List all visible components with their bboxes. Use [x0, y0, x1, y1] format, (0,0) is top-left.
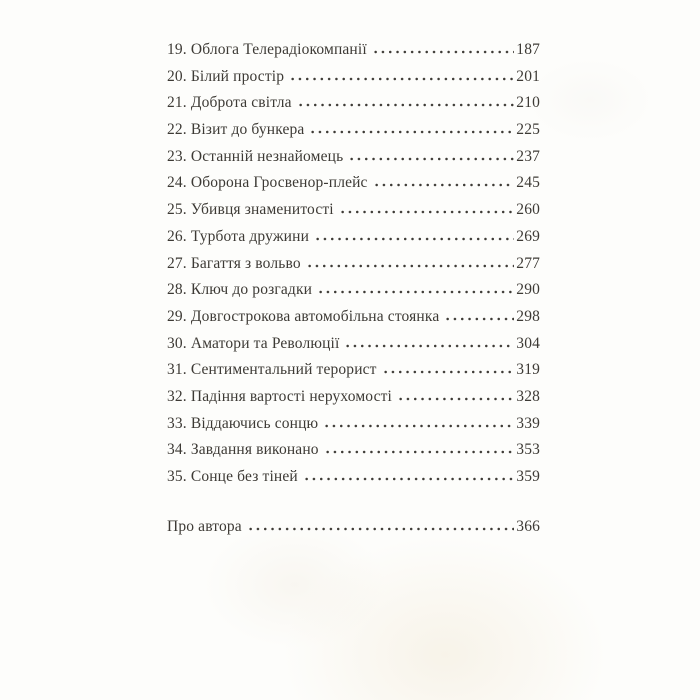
toc-dot-leader — [302, 477, 514, 481]
toc-dot-leader — [246, 527, 514, 531]
toc-entry-label: 26. Турбота дружини — [167, 227, 310, 245]
toc-dot-leader — [305, 264, 515, 268]
toc-entry-label: 22. Візит до бункера — [167, 121, 305, 139]
toc-entry-page: 277 — [516, 254, 540, 272]
toc-entry-page: 353 — [516, 441, 540, 459]
toc-dot-leader — [372, 183, 515, 187]
toc-entry-label: 32. Падіння вартості нерухомості — [167, 387, 392, 405]
toc-dot-leader — [288, 77, 514, 81]
toc-entry-label: 23. Останній незнайомець — [167, 147, 344, 165]
toc-entry-page: 328 — [516, 387, 540, 405]
toc-entry-label: 34. Завдання виконано — [167, 441, 319, 459]
toc-entry-label: 19. Облога Телерадіокомпанії — [167, 41, 367, 58]
toc-entry-page: 304 — [516, 334, 540, 352]
toc-entry — [167, 277, 540, 304]
toc-entry-page: 237 — [516, 147, 540, 165]
toc-dot-leader — [381, 370, 515, 374]
toc-footer-title: Про автора — [167, 517, 242, 535]
toc-entry-page: 245 — [516, 174, 540, 192]
toc-entry — [167, 64, 540, 91]
toc-entry-label: 20. Білий простір — [167, 67, 285, 85]
toc-entry-label: 29. Довгострокова автомобільна стоянка — [167, 307, 440, 325]
toc-dot-leader — [371, 50, 515, 54]
toc-footer-row — [167, 514, 540, 541]
toc-entry-page: 225 — [516, 121, 540, 139]
toc-entry-page: 269 — [516, 227, 540, 245]
toc-entry-label: 25. Убивця знаменитості — [167, 201, 334, 219]
toc-entry-page: 359 — [516, 468, 540, 485]
toc-entry — [167, 464, 540, 491]
toc-entry-page: 210 — [516, 94, 540, 112]
toc-entry — [167, 437, 540, 464]
toc-entry — [167, 384, 540, 411]
toc-entry — [167, 144, 540, 171]
toc-entry — [167, 357, 540, 384]
toc-entry-page: 290 — [516, 281, 540, 299]
toc-entry-label: 30. Аматори та Революції — [167, 334, 340, 352]
table-of-contents — [167, 37, 540, 540]
toc-entry-label: 24. Оборона Гросвенор-плейс — [167, 174, 368, 192]
toc-footer-page: 366 — [516, 517, 540, 535]
toc-entry-label: 31. Сентиментальний терорист — [167, 361, 377, 379]
toc-entry-page: 339 — [516, 414, 540, 432]
toc-entry-page: 298 — [516, 307, 540, 325]
toc-dot-leader — [296, 103, 515, 107]
toc-entry — [167, 331, 540, 358]
toc-dot-leader — [313, 237, 514, 241]
toc-entry-page: 319 — [516, 361, 540, 379]
toc-entry-label: 21. Доброта світла — [167, 94, 292, 112]
toc-entry-page: 187 — [516, 41, 540, 58]
toc-entry — [167, 117, 540, 144]
toc-entry — [167, 411, 540, 438]
toc-dot-leader — [347, 157, 514, 161]
toc-entry-label: 28. Ключ до розгадки — [167, 281, 313, 299]
toc-entry — [167, 90, 540, 117]
toc-dot-leader — [316, 290, 514, 294]
toc-entry — [167, 37, 540, 64]
toc-dot-leader — [322, 424, 514, 428]
toc-chapter-list — [167, 37, 540, 491]
toc-entry — [167, 197, 540, 224]
toc-dot-leader — [323, 450, 515, 454]
toc-entry-page: 201 — [516, 67, 540, 85]
toc-entry-page: 260 — [516, 201, 540, 219]
toc-dot-leader — [443, 317, 514, 321]
toc-entry-label: 27. Багаття з вольво — [167, 254, 301, 272]
toc-entry — [167, 170, 540, 197]
toc-dot-leader — [396, 397, 514, 401]
toc-dot-leader — [308, 130, 514, 134]
toc-entry — [167, 304, 540, 331]
toc-dot-leader — [343, 344, 514, 348]
toc-entry-label: 33. Віддаючись сонцю — [167, 414, 319, 432]
toc-entry-label: 35. Сонце без тіней — [167, 468, 298, 485]
toc-dot-leader — [338, 210, 515, 214]
toc-entry — [167, 251, 540, 278]
toc-entry — [167, 224, 540, 251]
